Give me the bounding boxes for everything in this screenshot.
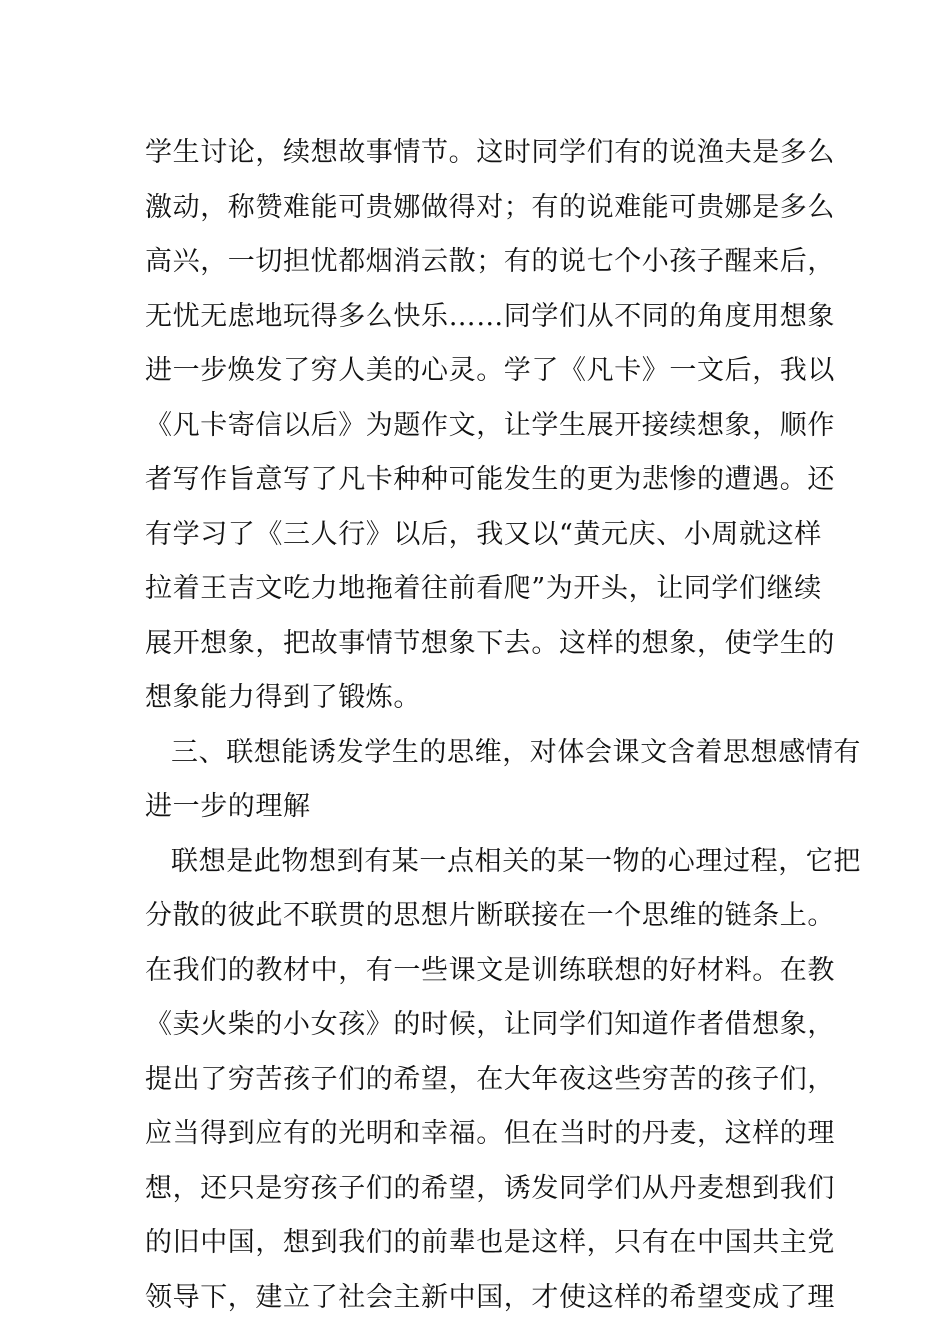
text-line: 想象能力得到了锻炼。	[145, 682, 421, 713]
text-line: 有学习了《三人行》以后，我又以“黄元庆、小周就这样	[145, 518, 822, 550]
text-line: 分散的彼此不联贯的思想片断联接在一个思维的链条上。	[145, 900, 835, 931]
text-line: 领导下，建立了社会主新中国，才使这样的希望变成了理	[145, 1281, 835, 1313]
text-line: 想，还只是穷孩子们的希望，诱发同学们从丹麦想到我们	[145, 1172, 835, 1204]
text-line: 者写作旨意写了凡卡种种可能发生的更为悲惨的遭遇。还	[145, 464, 835, 495]
text-line: 在我们的教材中，有一些课文是训练联想的好材料。在教	[145, 954, 835, 986]
text-line: 学生讨论，续想故事情节。这时同学们有的说渔夫是多么	[145, 137, 835, 168]
text-line: 的旧中国，想到我们的前辈也是这样，只有在中国共主党	[145, 1227, 835, 1258]
text-line: 拉着王吉文吃力地拖着往前看爬”为开头，让同学们继续	[145, 573, 822, 604]
text-line: 提出了穷苦孩子们的希望，在大年夜这些穷苦的孩子们，	[145, 1063, 835, 1095]
text-line: 激动，称赞难能可贵娜做得对；有的说难能可贵娜是多么	[145, 191, 835, 223]
text-line: 无忧无虑地玩得多么快乐……同学们从不同的角度用想象	[145, 300, 835, 332]
text-line: 联想是此物想到有某一点相关的某一物的心理过程，它把	[171, 845, 861, 877]
text-line: 进一步焕发了穷人美的心灵。学了《凡卡》一文后，我以	[145, 355, 835, 386]
text-line: 《凡卡寄信以后》为题作文，让学生展开接续想象，顺作	[145, 409, 835, 441]
text-line: 展开想象，把故事情节想象下去。这样的想象，使学生的	[145, 627, 835, 659]
section-heading: 三、联想能诱发学生的思维，对体会课文含着思想感情有	[171, 736, 861, 768]
body-text	[145, 126, 861, 1325]
text-line: 高兴，一切担忧都烟消云散；有的说七个小孩子醒来后，	[145, 246, 835, 277]
text-line: 应当得到应有的光明和幸福。但在当时的丹麦，这样的理	[145, 1118, 835, 1149]
text-line: 《卖火柴的小女孩》的时候，让同学们知道作者借想象，	[145, 1009, 835, 1040]
section-heading-continued: 进一步的理解	[145, 791, 311, 822]
